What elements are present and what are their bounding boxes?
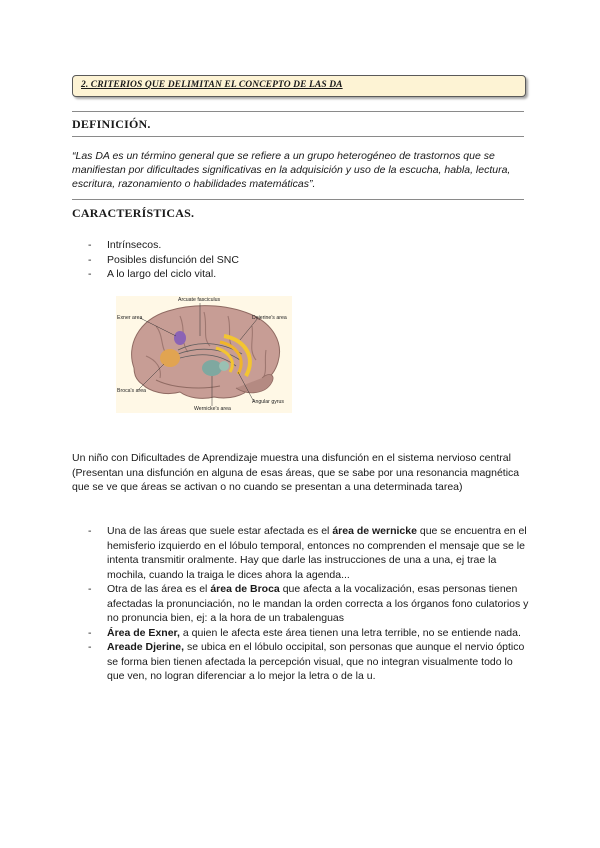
item-text: que afecta a la vocalización, esas personas tienen afectadas la pronunciación, no le mandan la orden correcta a los órganos fono culatorios y no pronuncia bien, ej: a la hora de un trabalenguas [107, 583, 529, 624]
label-dejerine-area: Dejerine's area [252, 315, 287, 321]
brain-diagram [116, 296, 292, 413]
characteristics-list [88, 238, 239, 282]
areas-list [88, 524, 530, 684]
list-item [88, 524, 530, 582]
item-bold-term: área de wernicke [332, 525, 417, 537]
label-exner-area: Exner area [117, 315, 143, 321]
list-item [88, 582, 530, 626]
divider [72, 111, 524, 112]
brain-illustration [116, 296, 292, 413]
label-wernicke-area: Wernicke's area [194, 406, 231, 412]
list-item [88, 640, 530, 684]
item-text: que se encuentra en el hemisferio izquierdo en el lóbulo temporal, entonces no comprenden el mensaje que se le intenta transmitir oralmente. Hay que darle las instrucciones de una a una, ej trae la mochila, cuando la traiga le dices ahora la agenda... [107, 525, 527, 581]
label-angular-gyrus: Angular gyrus [252, 399, 285, 405]
section-heading: 2. CRITERIOS QUE DELIMITAN EL CONCEPTO DE LAS DA [81, 80, 343, 90]
divider [72, 199, 524, 200]
list-item: - Posibles disfunción del SNC [88, 253, 239, 268]
item-text: a quien le afecta este área tienen una letra terrible, no se entiende nada. [179, 626, 521, 639]
body-paragraph: Un niño con Dificultades de Aprendizaje muestra una disfunción en el sistema nervioso central (Presentan una disfunción en alguna de esas áreas, que se sabe por una resonancia magnética que se ve que áreas se activan o no cuando se presentan a una determinada tarea) [72, 452, 520, 493]
item-bold-term: Área de Exner, [107, 626, 180, 639]
divider [72, 136, 524, 137]
definition-title: DEFINICIÓN. [72, 117, 151, 131]
label-broca-area: Broca's area [117, 388, 146, 394]
list-item [88, 626, 530, 641]
item-text: Otra de las área es el [107, 583, 211, 595]
section-heading-box [72, 75, 526, 97]
list-item: - Intrínsecos. [88, 238, 239, 253]
list-item: - A lo largo del ciclo vital. [88, 267, 239, 282]
item-text: se ubica en el lóbulo occipital, son personas que aunque el nervio óptico se forma bien tienen afectada la percepción visual, que no integran visualmente todo lo que ven, no logran diferenciar a lo mejor la letra o de la u. [107, 641, 525, 682]
label-arcuate-fasciculus: Arcuate fasciculus [178, 297, 221, 303]
item-text: Una de las áreas que suele estar afectada es el [107, 525, 333, 537]
definition-text: “Las DA es un término general que se refiere a un grupo heterogéneo de trastornos que se manifiestan por dificultades significativas en la adquisición y uso de la escucha, habla, lectura, escritura, razonamiento o habilidades matemáticas”. [72, 150, 511, 190]
item-bold-term: área de Broca [210, 583, 280, 595]
characteristics-title: CARACTERÍSTICAS. [72, 206, 195, 220]
item-bold-term: Areade Djerine, [107, 641, 185, 653]
